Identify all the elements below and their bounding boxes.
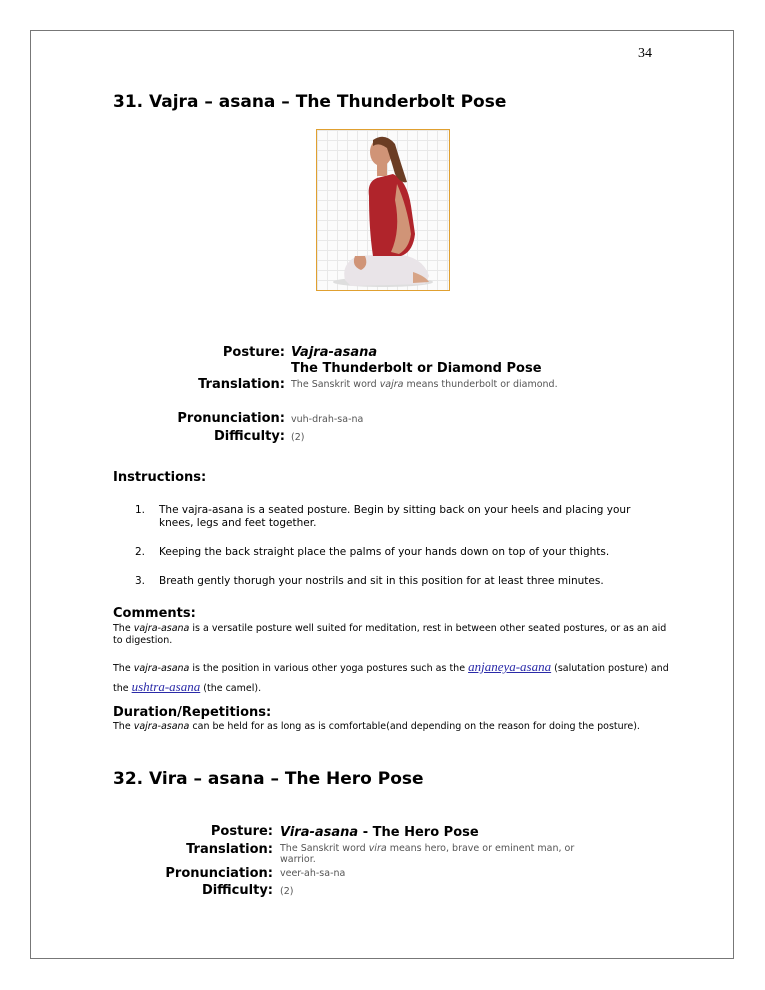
section-32-heading: 32. Vira – asana – The Hero Pose (113, 769, 424, 789)
difficulty-value-32: (2) (280, 886, 294, 897)
pronunciation-value-32: veer-ah-sa-na (280, 868, 346, 879)
anjaneya-asana-link[interactable]: anjaneya-asana (468, 659, 552, 674)
difficulty-label: Difficulty: (213, 429, 285, 444)
document-page (30, 30, 734, 959)
translation-label: Translation: (198, 377, 285, 392)
instruction-item: 3. Breath gently thorugh your nostrils and sit in this position for at least three minutes. (135, 575, 604, 587)
pronunciation-label: Pronunciation: (177, 411, 285, 426)
instruction-item: 1. The vajra-asana is a seated posture. Begin by sitting back on your heels and placing your knees, legs and feet together. (135, 504, 631, 529)
posture-label-32: Posture: (210, 824, 273, 839)
posture-label: Posture: (222, 345, 285, 360)
comments-paragraph-1: The vajra-asana is a versatile posture well suited for meditation, rest in between other seated postures, or as an aid to digestion. (113, 623, 667, 646)
section-31-heading: 31. Vajra – asana – The Thunderbolt Pose (113, 92, 507, 112)
pronunciation-label-32: Pronunciation: (165, 866, 273, 881)
posture-subtitle: The Thunderbolt or Diamond Pose (291, 361, 542, 376)
difficulty-value: (2) (291, 432, 305, 443)
comments-heading: Comments: (113, 606, 196, 621)
translation-value-32: The Sanskrit word vira means hero, brave or eminent man, or warrior. (280, 843, 575, 865)
posture-value-32: Vira-asana - The Hero Pose (280, 825, 479, 840)
pronunciation-value: vuh-drah-sa-na (291, 414, 364, 425)
translation-value: The Sanskrit word vajra means thunderbolt or diamond. (291, 379, 558, 390)
instruction-item: 2. Keeping the back straight place the palms of your hands down on top of your thights. (135, 546, 610, 558)
comments-paragraph-2: The vajra-asana is the position in various other yoga postures such as the anjaneya-asana (salutation posture) and the ushtra-asana (the camel). (113, 659, 669, 694)
thunderbolt-pose-photo (316, 129, 450, 291)
kneeling-woman-illustration (317, 130, 450, 291)
duration-paragraph: The vajra-asana can be held for as long as is comfortable(and depending on the reason for doing the posture). (113, 721, 640, 732)
instructions-heading: Instructions: (113, 470, 207, 485)
posture-value: Vajra-asana (291, 345, 378, 360)
difficulty-label-32: Difficulty: (201, 883, 273, 898)
duration-heading: Duration/Repetitions: (113, 705, 272, 720)
translation-label-32: Translation: (186, 842, 273, 857)
ushtra-asana-link[interactable]: ushtra-asana (131, 679, 201, 694)
page-number: 34 (638, 46, 652, 61)
